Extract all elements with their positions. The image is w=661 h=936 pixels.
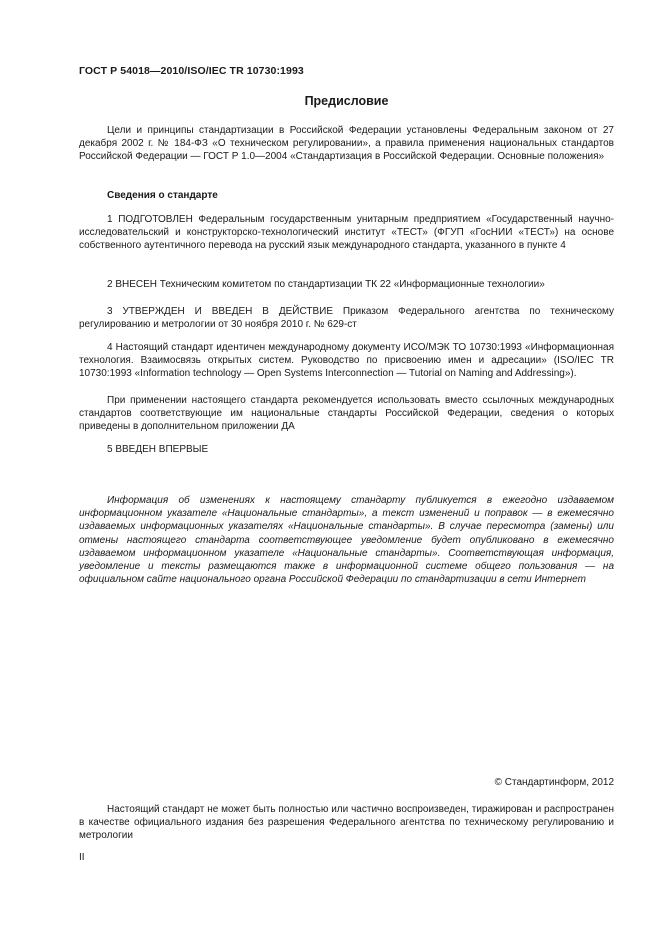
standard-info-item-5: 5 ВВЕДЕН ВПЕРВЫЕ bbox=[107, 444, 209, 455]
standard-info-item-1: 1 ПОДГОТОВЛЕН Федеральным государственным унитарным предприятием «Государственный научно-исследовательский и конструкторско-технологический институт «ТЕСТ» (ФГУП «ГосНИИ «ТЕСТ») на основе собственного аутентичного перевода на русский язык международного стандарта, указанного в пункте 4 bbox=[79, 214, 614, 252]
intro-paragraph: Цели и принципы стандартизации в Российской Федерации установлены Федеральным законом от 27 декабря 2002 г. № 184-ФЗ «О техническом регулировании», а правила применения национальных стандартов Российской Федерации — ГОСТ Р 1.0—2004 «Стандартизация в Российской Федерации. Основные положения» bbox=[79, 125, 614, 163]
standard-info-item-3: 3 УТВЕРЖДЕН И ВВЕДЕН В ДЕЙСТВИЕ Приказом Федерального агентства по техническому регулированию и метрологии от 30 ноября 2010 г. № 629-ст bbox=[79, 306, 614, 331]
standard-info-item-4: 4 Настоящий стандарт идентичен международному документу ИСО/МЭК ТО 10730:1993 «Информационная технология. Взаимосвязь открытых систем. Руководство по присвоению имен и адресации» (ISO/IEC TR 10730:1993 «Information technology — Open Systems Interconnection — Tutorial on Naming and Addressing»). bbox=[79, 342, 614, 380]
standard-info-item-4-note: При применении настоящего стандарта рекомендуется использовать вместо ссылочных международных стандартов соответствующие им национальные стандарты Российской Федерации, сведения о которых приведены в дополнительном приложении ДА bbox=[79, 395, 614, 433]
copyright-line: © Стандартинформ, 2012 bbox=[494, 777, 614, 788]
reproduction-notice: Настоящий стандарт не может быть полностью или частично воспроизведен, тиражирован и распространен в качестве официального издания без разрешения Федерального агентства по техническому регулированию и метрологии bbox=[79, 804, 614, 842]
page-title: Предисловие bbox=[304, 94, 389, 108]
standard-info-heading: Сведения о стандарте bbox=[107, 190, 218, 201]
standard-code-header: ГОСТ Р 54018—2010/ISO/IEC TR 10730:1993 bbox=[79, 65, 304, 77]
page-number: II bbox=[79, 852, 85, 863]
changes-info-paragraph: Информация об изменениях к настоящему стандарту публикуется в ежегодно издаваемом информационном указателе «Национальные стандарты», а текст изменений и поправок — в ежемесячно издаваемых информационных указателях «Национальные стандарты». В случае пересмотра (замены) или отмены настоящего стандарта соответствующее уведомление будет опубликовано в ежемесячно издаваемом информационном указателе «Национальные стандарты». Соответствующая информация, уведомление и тексты размещаются также в информационной системе общего пользования — на официальном сайте национального органа Российской Федерации по стандартизации в сети Интернет bbox=[79, 495, 614, 586]
standard-info-item-2: 2 ВНЕСЕН Техническим комитетом по стандартизации ТК 22 «Информационные технологии» bbox=[107, 279, 545, 290]
